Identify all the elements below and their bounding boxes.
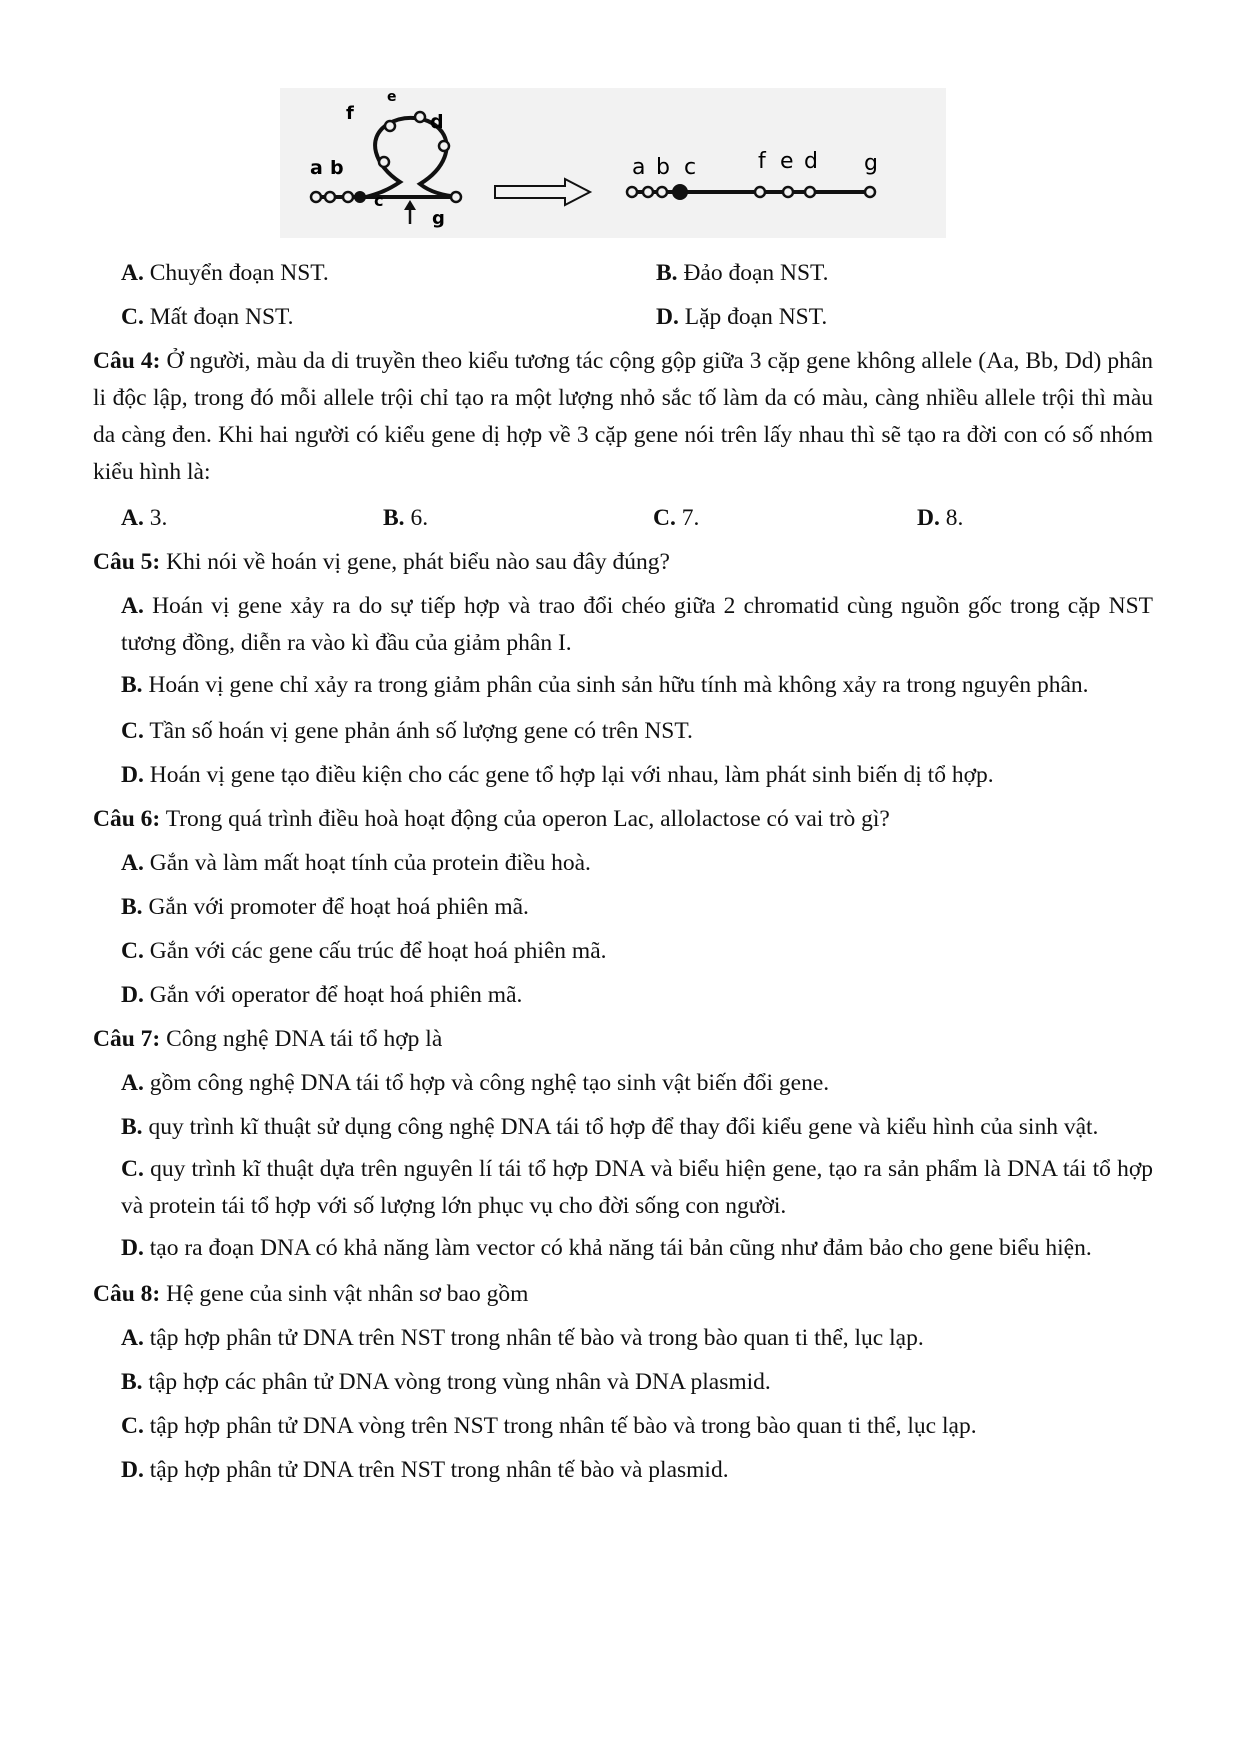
option-letter: D. [121, 762, 144, 788]
question-6 [93, 797, 1153, 841]
label-left-d: d [430, 111, 444, 133]
q4-option-c[interactable] [653, 497, 917, 539]
gene-dot [325, 192, 335, 202]
label-right-a: a [632, 155, 646, 180]
q8-option-a[interactable] [93, 1316, 1153, 1360]
q8-option-d[interactable] [93, 1448, 1153, 1492]
label-right-f: f [758, 149, 766, 174]
gene-dot [755, 187, 765, 197]
option-letter: C. [121, 304, 144, 330]
q6-option-a[interactable] [93, 841, 1153, 885]
q4-option-a[interactable] [121, 497, 383, 539]
q3-option-a[interactable] [121, 252, 656, 294]
option-letter: A. [121, 260, 144, 286]
option-text: Chuyển đoạn NST. [149, 260, 329, 286]
gene-dot [865, 187, 875, 197]
gene-dot [311, 192, 321, 202]
option-letter: D. [656, 304, 679, 330]
option-text: Đảo đoạn NST. [683, 260, 829, 286]
q3-option-b[interactable] [656, 252, 829, 294]
option-letter: C. [653, 505, 676, 531]
q8-option-c[interactable] [93, 1404, 1153, 1448]
q7-option-a[interactable] [93, 1061, 1153, 1105]
option-text: Hoán vị gene xảy ra do sự tiếp hợp và trao đổi chéo giữa 2 chromatid cùng nguồn gốc trong cặp NST tương đồng, diễn ra vào kì đầu của giảm phân I. [121, 593, 1154, 656]
q6-option-c[interactable] [93, 929, 1153, 973]
q4-option-d[interactable] [917, 497, 963, 539]
q7-option-b[interactable] [93, 1109, 1153, 1146]
option-text: tập hợp phân tử DNA trên NST trong nhân tế bào và trong bào quan ti thể, lục lạp. [149, 1325, 924, 1351]
question-label: Câu 7: [93, 1026, 161, 1052]
q4-option-b[interactable] [383, 497, 653, 539]
breakpoint-arrow-head [404, 200, 416, 210]
q5-option-c[interactable] [93, 709, 1153, 753]
gene-dot [451, 192, 461, 202]
question-8 [93, 1272, 1153, 1316]
q6-option-b[interactable] [93, 885, 1153, 929]
gene-dot [439, 141, 449, 151]
option-text: Hoán vị gene chỉ xảy ra trong giảm phân của sinh sản hữu tính mà không xảy ra trong nguyên phân. [148, 672, 1089, 698]
option-letter: D. [121, 1235, 144, 1261]
gene-dot [385, 121, 395, 131]
option-text: Gắn với operator để hoạt hoá phiên mã. [149, 982, 523, 1008]
question-label: Câu 4: [93, 348, 161, 374]
question-4 [93, 343, 1153, 491]
option-text: tạo ra đoạn DNA có khả năng làm vector có khả năng tái bản cũng như đảm bảo cho gene biểu hiện. [149, 1235, 1092, 1261]
option-text: 3. [149, 505, 168, 531]
option-text: gồm công nghệ DNA tái tổ hợp và công nghệ tạo sinh vật biến đổi gene. [149, 1070, 830, 1096]
q3-option-c[interactable] [121, 296, 656, 338]
option-letter: A. [121, 850, 144, 876]
option-letter: B. [121, 672, 143, 698]
label-left-g: g [432, 208, 445, 229]
q4-options-row [93, 496, 1153, 540]
q3-options-row-2 [93, 295, 1153, 339]
label-left-e: e [387, 89, 397, 105]
option-text: Mất đoạn NST. [149, 304, 294, 330]
option-text: tập hợp các phân tử DNA vòng trong vùng nhân và DNA plasmid. [148, 1369, 771, 1395]
label-left-f: f [346, 103, 354, 124]
gene-dot [415, 112, 425, 122]
option-text: Gắn với các gene cấu trúc để hoạt hoá phiên mã. [149, 938, 607, 964]
gene-dot [379, 157, 389, 167]
option-text: Hoán vị gene tạo điều kiện cho các gene tổ hợp lại với nhau, làm phát sinh biến dị tổ hợp. [149, 762, 994, 788]
question-text: Ở người, màu da di truyền theo kiểu tương tác cộng gộp giữa 3 cặp gene không allele (Aa, Bb, Dd) phân li độc lập, trong đó mỗi allele trội chỉ tạo ra một lượng nhỏ sắc tố làm da có màu, càng nhiều allele trội thì màu da càng đen. Khi hai người có kiểu gene dị hợp về 3 cặp gene nói trên lấy nhau thì sẽ tạo ra đời con có số nhóm kiểu hình là: [93, 348, 1154, 485]
option-letter: B. [656, 260, 678, 286]
q3-options-row-1 [93, 251, 1153, 295]
q5-option-b[interactable] [93, 667, 1153, 704]
exam-content [93, 251, 1153, 1492]
option-text: 7. [681, 505, 700, 531]
transform-arrow [495, 179, 590, 205]
option-letter: C. [121, 1156, 144, 1182]
q6-option-d[interactable] [93, 973, 1153, 1017]
q3-option-d[interactable] [656, 296, 827, 338]
option-letter: A. [121, 1325, 144, 1351]
chromosome-inversion-figure [280, 88, 946, 238]
option-text: Tần số hoán vị gene phản ánh số lượng gene có trên NST. [149, 718, 693, 744]
question-text: Công nghệ DNA tái tổ hợp là [166, 1026, 443, 1052]
option-letter: A. [121, 593, 144, 619]
option-text: tập hợp phân tử DNA trên NST trong nhân tế bào và plasmid. [149, 1457, 729, 1483]
q5-option-a[interactable] [93, 588, 1153, 662]
option-letter: B. [121, 1114, 143, 1140]
option-letter: C. [121, 718, 144, 744]
label-left-c: c [374, 191, 384, 210]
question-text: Khi nói về hoán vị gene, phát biểu nào sau đây đúng? [166, 549, 670, 575]
gene-dot [783, 187, 793, 197]
label-left-b: b [330, 157, 344, 179]
label-right-c: c [684, 155, 697, 180]
centromere [354, 191, 366, 203]
label-right-g: g [864, 151, 878, 176]
option-text: 8. [945, 505, 964, 531]
label-right-b: b [656, 155, 670, 180]
question-5 [93, 540, 1153, 584]
option-letter: C. [121, 1413, 144, 1439]
option-letter: D. [121, 982, 144, 1008]
q7-option-d[interactable] [93, 1230, 1153, 1267]
label-right-d: d [804, 149, 818, 174]
option-text: 6. [410, 505, 429, 531]
option-text: Gắn và làm mất hoạt tính của protein điều hoà. [149, 850, 591, 876]
question-label: Câu 5: [93, 549, 161, 575]
option-letter: A. [121, 1070, 144, 1096]
gene-dot [805, 187, 815, 197]
label-right-e: e [780, 149, 794, 174]
q8-option-b[interactable] [93, 1360, 1153, 1404]
gene-dot [343, 192, 353, 202]
q5-option-d[interactable] [93, 753, 1153, 797]
option-text: Gắn với promoter để hoạt hoá phiên mã. [148, 894, 529, 920]
option-letter: B. [121, 894, 143, 920]
option-letter: D. [917, 505, 940, 531]
question-label: Câu 8: [93, 1281, 161, 1307]
option-text: quy trình kĩ thuật sử dụng công nghệ DNA tái tổ hợp để thay đổi kiểu gene và kiểu hình của sinh vật. [148, 1114, 1099, 1140]
gene-dot [657, 187, 667, 197]
q7-option-c[interactable] [93, 1151, 1153, 1225]
centromere [672, 184, 688, 200]
gene-dot [627, 187, 637, 197]
option-letter: C. [121, 938, 144, 964]
label-left-a: a [310, 157, 323, 179]
question-text: Hệ gene của sinh vật nhân sơ bao gồm [166, 1281, 529, 1307]
gene-dot [643, 187, 653, 197]
option-letter: B. [121, 1369, 143, 1395]
option-letter: B. [383, 505, 405, 531]
option-letter: D. [121, 1457, 144, 1483]
option-letter: A. [121, 505, 144, 531]
question-label: Câu 6: [93, 806, 161, 832]
option-text: Lặp đoạn NST. [684, 304, 828, 330]
question-text: Trong quá trình điều hoà hoạt động của operon Lac, allolactose có vai trò gì? [165, 806, 890, 832]
question-7 [93, 1017, 1153, 1061]
option-text: tập hợp phân tử DNA vòng trên NST trong nhân tế bào và trong bào quan ti thể, lục lạp. [149, 1413, 977, 1439]
chromosome-diagram [280, 88, 946, 238]
option-text: quy trình kĩ thuật dựa trên nguyên lí tái tổ hợp DNA và biểu hiện gene, tạo ra sản phẩm là DNA tái tổ hợp và protein tái tổ hợp với số lượng lớn phục vụ cho đời sống con người. [121, 1156, 1154, 1219]
